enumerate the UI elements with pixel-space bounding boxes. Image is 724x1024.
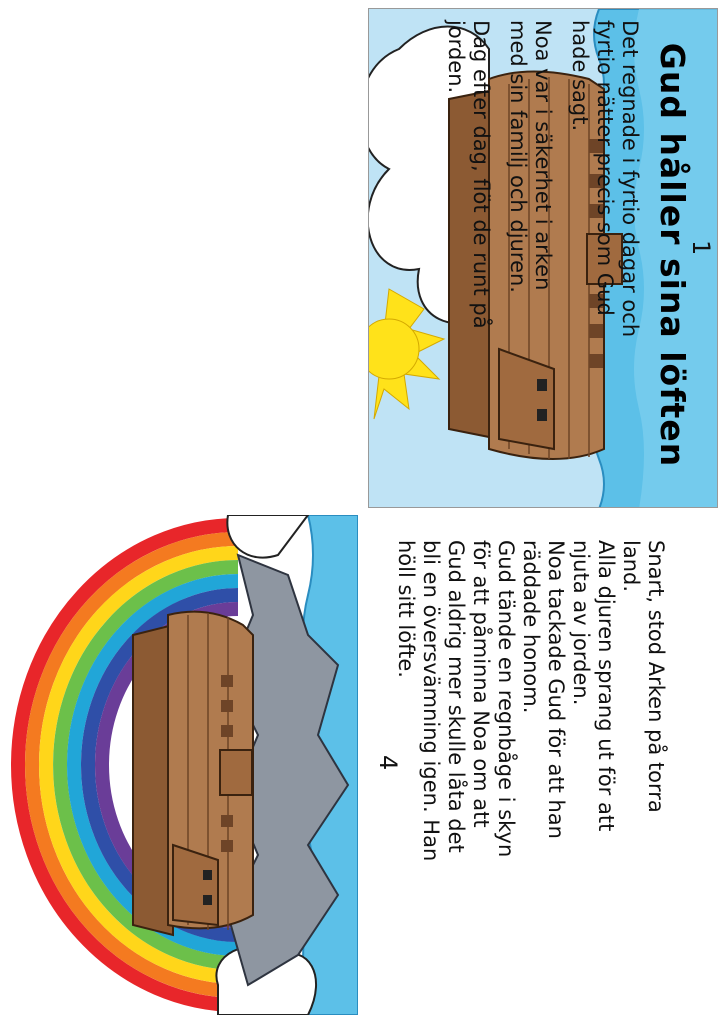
- page-number: [374, 755, 402, 770]
- text-line: Det regnade i fyrtio dagar och: [618, 20, 642, 338]
- text-line: Noa tackade Gud för att han: [544, 540, 568, 839]
- page-number: [687, 240, 715, 255]
- page-1-text-area: [372, 20, 712, 510]
- text-line: fyrtio nätter precis som Gud: [593, 20, 617, 316]
- text-line: Dag efter dag, flöt de runt på: [469, 20, 493, 329]
- text-line: bli en översvämning igen. Han: [419, 540, 443, 862]
- text-line: för att påminna Noa om att: [469, 540, 493, 828]
- text-line: med sin familj och djuren.: [506, 20, 530, 293]
- page-number-text: 4: [374, 755, 402, 771]
- text-line: land.: [619, 540, 643, 593]
- page-4-body: [393, 540, 668, 861]
- text-line: Alla djuren sprang ut för att: [594, 540, 618, 832]
- text-line: hade sagt.: [568, 20, 592, 132]
- text-line: Noa var i säkerhet i arken: [531, 20, 555, 291]
- paragraph: [505, 20, 555, 337]
- paragraph: [443, 20, 493, 337]
- text-line: njuta av jorden.: [569, 540, 593, 706]
- text-line: Gud tände en regnbåge i skyn: [494, 540, 518, 858]
- page-number-text: 1: [687, 240, 715, 256]
- rainbow-ark-illustration: [8, 515, 358, 1015]
- text-line: höll sitt löfte.: [394, 540, 418, 678]
- page-4-text-area: [368, 540, 668, 1010]
- page-4-illustration: [8, 515, 358, 1015]
- text-line: Snart, stod Arken på torra: [644, 540, 668, 813]
- page-1-body: [443, 20, 642, 337]
- text-line: jorden.: [444, 20, 468, 94]
- text-line: Gud aldrig mer skulle låta det: [444, 540, 468, 853]
- text-line: räddade honom.: [519, 540, 543, 714]
- ark-icon: [133, 612, 253, 935]
- paragraph: [567, 20, 642, 337]
- page-title: Gud håller sina löften: [653, 42, 692, 468]
